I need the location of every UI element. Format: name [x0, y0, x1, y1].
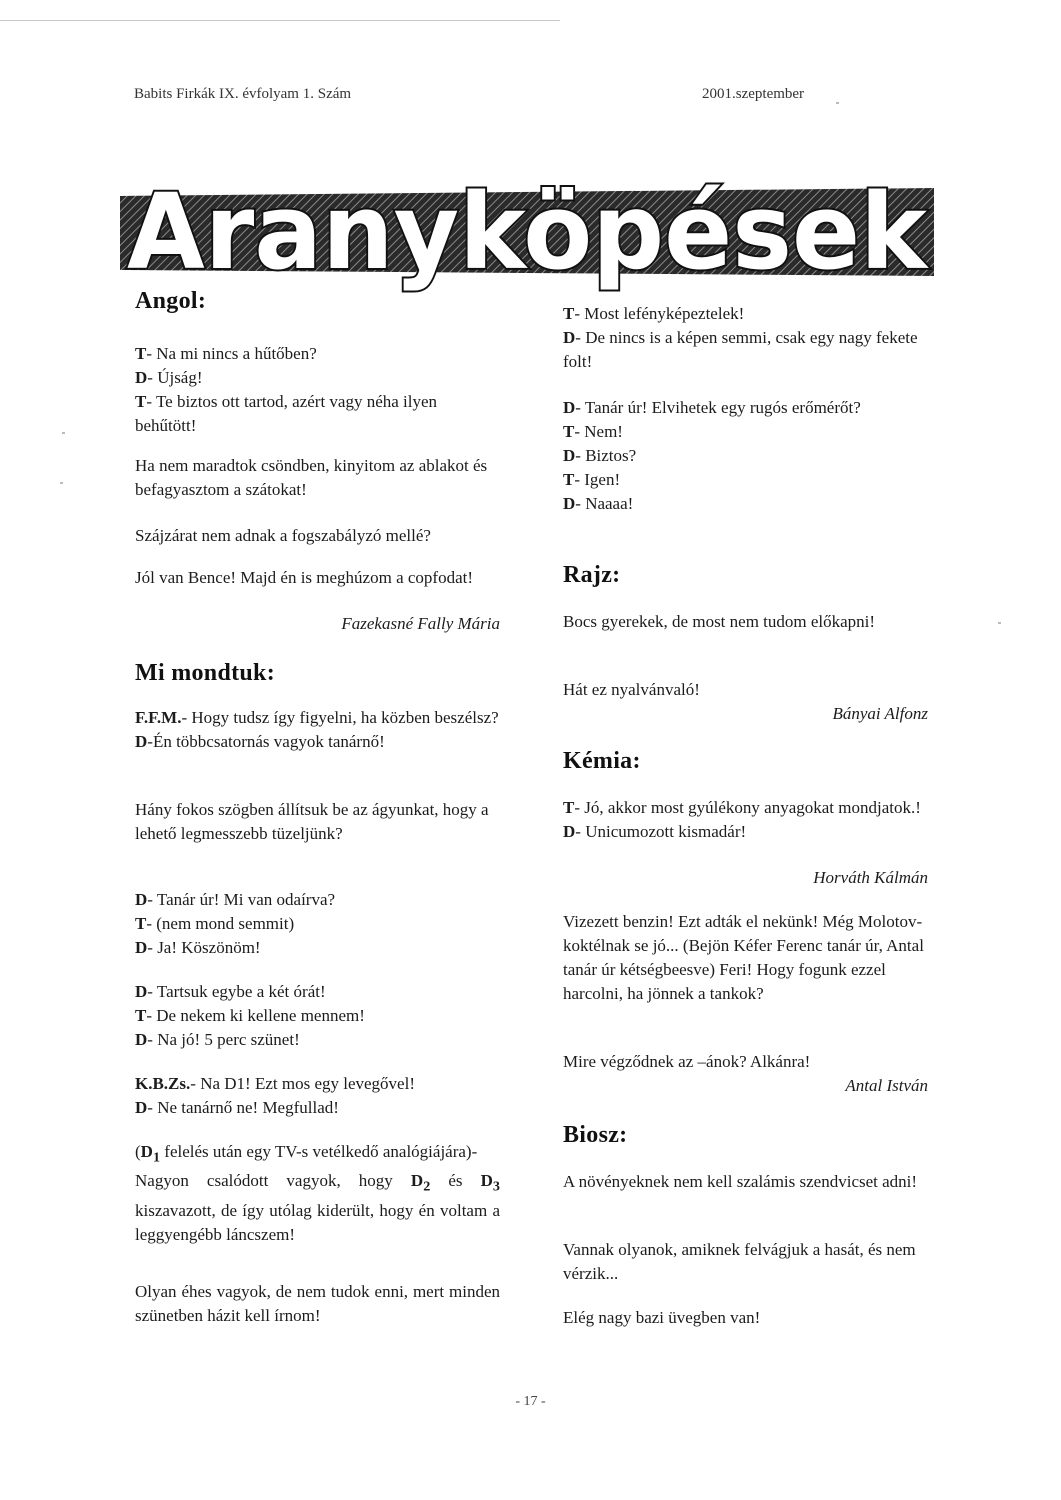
dialog-line: -Én többcsatornás vagyok tanárnő! [147, 732, 385, 751]
issue-date: 2001.szeptember [702, 86, 805, 102]
section-heading-biosz: Biosz: [563, 1122, 628, 1148]
speaker: D [135, 368, 148, 387]
dialog-line: - De nincs is a képen semmi, csak egy nagy fekete folt! [563, 328, 918, 371]
speaker: D [135, 938, 148, 957]
dialog-line: - Biztos? [575, 446, 637, 465]
section-heading-angol: Angol: [135, 288, 207, 314]
dialog-line: - Na jó! 5 perc szünet! [147, 1030, 300, 1049]
text-fragment: ( [135, 1142, 141, 1161]
continued-dialog-1 [563, 302, 928, 374]
speaker: D [563, 398, 576, 417]
dialog-line: - Ja! Köszönöm! [147, 938, 261, 957]
text-fragment: Nagyon csalódott vagyok, hogy [135, 1171, 411, 1191]
speaker: T [135, 392, 147, 411]
publication-header: Babits Firkák IX. évfolyam 1. Szám [134, 86, 352, 102]
text-fragment: és [430, 1171, 481, 1191]
top-rule [0, 20, 560, 21]
quote: Vannak olyanok, amiknek felvágjuk a hasát, és nem vérzik... [563, 1240, 916, 1283]
subscript: 1 [152, 1149, 161, 1166]
speaker: T [563, 470, 575, 489]
speaker: T [135, 914, 147, 933]
speaker: D [563, 446, 576, 465]
mi-mondtuk-dialog-5 [135, 1072, 500, 1120]
dialog-line: - Naaaa! [575, 494, 634, 513]
mi-mondtuk-dialog-4 [135, 980, 500, 1052]
title-banner [112, 168, 942, 300]
text-fragment: felelés után egy TV-s vetélkedő analógiájára)- [160, 1142, 478, 1161]
subscript: 3 [492, 1178, 500, 1195]
dialog-line: - (nem mond semmit) [146, 914, 295, 933]
dialog-line: - Tartsuk egybe a két órát! [147, 982, 326, 1001]
dialog-line: - Tanár úr! Mi van odaírva? [147, 890, 336, 909]
quote: Elég nagy bazi üvegben van! [563, 1308, 761, 1327]
scan-speck [62, 432, 65, 434]
speaker: F.F.M. [135, 708, 182, 727]
author-signature: Antal István [845, 1076, 928, 1095]
dialog-line: - De nekem ki kellene mennem! [146, 1006, 365, 1025]
speaker: D [135, 1030, 148, 1049]
speaker: T [135, 344, 147, 363]
speaker: D [410, 1171, 424, 1191]
quote: Jól van Bence! Majd én is meghúzom a copfodat! [135, 568, 474, 587]
section-heading-mi-mondtuk: Mi mondtuk: [135, 660, 275, 686]
quote: A növényeknek nem kell szalámis szendvicset adni! [563, 1172, 918, 1191]
dialog-line: - Ne tanárnő ne! Megfullad! [147, 1098, 339, 1117]
speaker: D [135, 732, 148, 751]
speaker: D [480, 1171, 493, 1191]
scan-speck [60, 482, 63, 484]
speaker: D [140, 1142, 153, 1161]
speaker: K.B.Zs. [135, 1074, 191, 1093]
quote: Hát ez nyalvánvaló! [563, 680, 700, 699]
quote: Szájzárat nem adnak a fogszabályzó mellé? [135, 526, 431, 545]
dialog-line: - Tanár úr! Elvihetek egy rugós erőmérőt? [575, 398, 861, 417]
scan-speck [836, 102, 839, 104]
speaker: T [135, 1006, 147, 1025]
dialog-line: - Most lefényképeztelek! [574, 304, 745, 323]
author-signature: Bányai Alfonz [832, 704, 928, 723]
speaker: D [135, 1098, 148, 1117]
dialog-line: - Na D1! Ezt mos egy levegővel! [190, 1074, 415, 1093]
mi-mondtuk-quote-6 [135, 1140, 500, 1247]
speaker: D [563, 822, 576, 841]
author-signature: Fazekasné Fally Mária [341, 614, 500, 633]
angol-dialog-1 [135, 342, 500, 438]
continued-dialog-2 [563, 396, 928, 516]
speaker: D [135, 890, 148, 909]
dialog-line: - Újság! [147, 368, 203, 387]
quote: Ha nem maradtok csöndben, kinyitom az ablakot és befagyasztom a szátokat! [135, 456, 488, 499]
page-number: - 17 - [515, 1394, 546, 1409]
mi-mondtuk-dialog-1 [135, 706, 500, 754]
mi-mondtuk-dialog-3 [135, 888, 500, 960]
section-heading-kemia: Kémia: [563, 748, 641, 774]
quote: Bocs gyerekek, de most nem tudom előkapni! [563, 612, 876, 631]
speaker: D [563, 328, 576, 347]
speaker: D [135, 982, 148, 1001]
dialog-line: - Igen! [574, 470, 621, 489]
dialog-line: - Na mi nincs a hűtőben? [146, 344, 317, 363]
section-heading-rajz: Rajz: [563, 562, 621, 588]
dialog-line: - Unicumozott kismadár! [575, 822, 747, 841]
dialog-line: - Nem! [574, 422, 623, 441]
subscript: 2 [423, 1178, 431, 1195]
text-fragment: kiszavazott, de így utólag kiderült, hogy én voltam a leggyengébb láncszem! [135, 1200, 500, 1244]
quote: Olyan éhes vagyok, de nem tudok enni, mert minden szünetben házit kell írnom! [135, 1282, 500, 1325]
kemia-dialog-1 [563, 796, 928, 844]
dialog-line: - Jó, akkor most gyúlékony anyagokat mondjatok.! [574, 798, 921, 817]
speaker: T [563, 422, 575, 441]
speaker: T [563, 304, 575, 323]
dialog-line: - Te biztos ott tartod, azért vagy néha ilyen behűtött! [135, 392, 438, 435]
speaker: T [563, 798, 575, 817]
quote: Vizezett benzin! Ezt adták el nekünk! Még Molotov-koktélnak se jó... (Bejön Kéfer Ferenc tanár úr, Antal tanár úr kétségbeesve) Feri! Hogy fogunk ezzel harcolni, ha jönnek a tankok? [563, 912, 924, 1003]
quote: Mire végződnek az –ánok? Alkánra! [563, 1052, 811, 1071]
author-signature: Horváth Kálmán [813, 868, 928, 887]
banner-title: Aranyköpések [127, 171, 930, 293]
scan-speck [998, 622, 1001, 624]
dialog-line: - Hogy tudsz így figyelni, ha közben beszélsz? [181, 708, 499, 727]
quote: Hány fokos szögben állítsuk be az ágyunkat, hogy a lehető legmesszebb tüzeljünk? [135, 800, 489, 843]
speaker: D [563, 494, 576, 513]
